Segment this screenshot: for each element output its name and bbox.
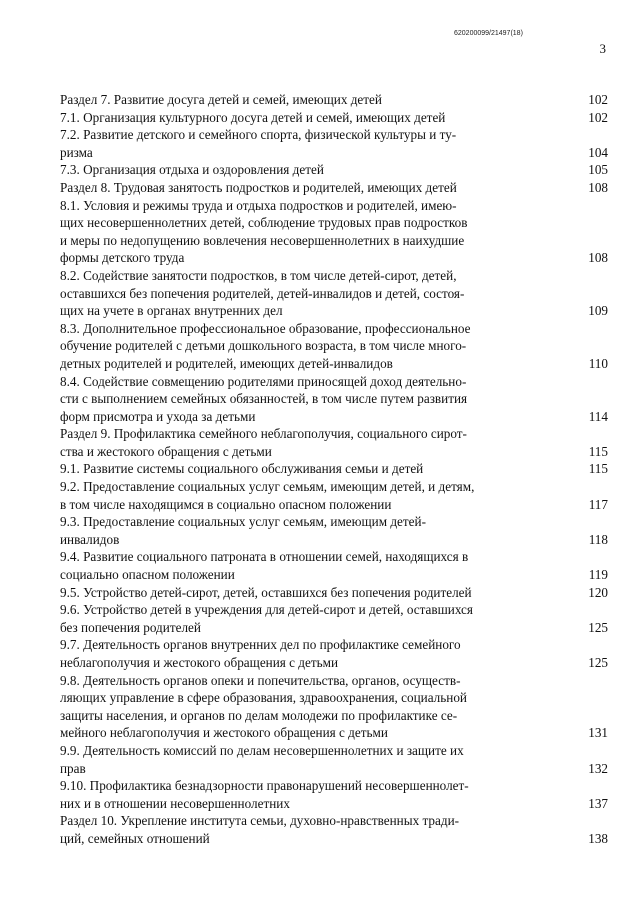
document-code: 620200099/21497(18) <box>454 30 523 37</box>
toc-entry <box>60 672 608 742</box>
toc-entry-line: 9.1. Развитие системы социального обслуживания семьи и детей <box>60 461 424 477</box>
toc-entry-line: Раздел 8. Трудовая занятость подростков и родителей, имеющих детей <box>60 179 457 195</box>
toc-entry-page: 110 <box>588 355 608 371</box>
toc-entry-line: ляющих управление в сфере образования, здравоохранения, социальной <box>60 690 467 706</box>
toc-entry <box>60 812 608 847</box>
toc-entry-title <box>60 672 542 742</box>
table-of-contents <box>60 91 608 848</box>
toc-entry-line: в том числе находящимся в социально опасном положении <box>60 496 392 512</box>
toc-entry <box>60 267 608 320</box>
toc-entry <box>60 513 608 548</box>
toc-entry <box>60 320 608 373</box>
toc-entry-line: них и в отношении несовершеннолетних <box>60 795 290 811</box>
toc-entry-line: социально опасном положении <box>60 567 235 583</box>
toc-entry-page: 132 <box>588 760 608 776</box>
toc-entry-line: 8.4. Содействие совмещению родителями приносящей доход деятельно- <box>60 373 467 389</box>
toc-entry-title <box>60 197 542 267</box>
toc-entry-line: 9.9. Деятельность комиссий по делам несовершеннолетних и защите их <box>60 742 464 758</box>
toc-entry-line: 7.2. Развитие детского и семейного спорта, физической культуры и ту- <box>60 127 457 143</box>
toc-entry-line: ций, семейных отношений <box>60 830 210 846</box>
toc-entry-line: 8.1. Условия и режимы труда и отдыха подростков и родителей, имею- <box>60 197 457 213</box>
toc-entry-title <box>60 320 542 373</box>
toc-entry <box>60 460 608 478</box>
toc-entry-title <box>60 425 542 460</box>
toc-entry <box>60 777 608 812</box>
toc-entry-page: 125 <box>588 619 608 635</box>
toc-entry-title <box>60 161 542 179</box>
page-number: 3 <box>599 41 606 56</box>
toc-entry <box>60 109 608 127</box>
toc-entry <box>60 373 608 426</box>
toc-entry-line: 9.6. Устройство детей в учреждения для детей-сирот и детей, оставшихся <box>60 602 473 618</box>
toc-entry-line: мейного неблагополучия и жестокого обращения с детьми <box>60 725 388 741</box>
toc-entry-title <box>60 373 542 426</box>
toc-entry <box>60 636 608 671</box>
toc-entry-line: защиты населения, и органов по делам молодежи по профилактике се- <box>60 707 458 723</box>
toc-entry-page: 108 <box>588 179 608 195</box>
toc-entry-line: 9.4. Развитие социального патроната в отношении семей, находящихся в <box>60 549 469 565</box>
toc-entry-title <box>60 267 542 320</box>
toc-entry <box>60 425 608 460</box>
toc-entry-line: обучение родителей с детьми дошкольного возраста, в том числе много- <box>60 338 467 354</box>
toc-entry-line: 8.2. Содействие занятости подростков, в том числе детей-сирот, детей, <box>60 267 457 283</box>
toc-entry-line: Раздел 7. Развитие досуга детей и семей, имеющих детей <box>60 92 382 107</box>
toc-entry-page: 119 <box>588 567 608 583</box>
toc-entry-line: щих на учете в органах внутренних дел <box>60 303 283 319</box>
toc-entry-line: 9.5. Устройство детей-сирот, детей, оставшихся без попечения родителей <box>60 584 472 600</box>
toc-entry <box>60 161 608 179</box>
toc-entry <box>60 126 608 161</box>
toc-entry-title <box>60 548 542 583</box>
toc-entry-line: ризма <box>60 144 93 160</box>
toc-entry-line: формы детского труда <box>60 250 185 266</box>
toc-entry-line: ства и жестокого обращения с детьми <box>60 443 272 459</box>
toc-entry-page: 114 <box>588 408 608 424</box>
toc-entry-page: 104 <box>588 144 608 160</box>
toc-entry-line: Раздел 10. Укрепление института семьи, духовно-нравственных тради- <box>60 813 460 829</box>
toc-entry-title <box>60 126 542 161</box>
toc-entry-line: 9.8. Деятельность органов опеки и попечительства, органов, осуществ- <box>60 672 461 688</box>
toc-entry-line: оставшихся без попечения родителей, детей-инвалидов и детей, состоя- <box>60 285 465 301</box>
toc-entry-title <box>60 179 542 197</box>
toc-entry-page: 137 <box>588 795 608 811</box>
toc-entry-line: 7.1. Организация культурного досуга детей и семей, имеющих детей <box>60 109 446 125</box>
toc-entry-line: 9.7. Деятельность органов внутренних дел по профилактике семейного <box>60 637 461 653</box>
toc-entry-page: 115 <box>588 443 608 459</box>
toc-entry-page: 105 <box>588 162 608 178</box>
toc-entry-line: инвалидов <box>60 531 120 547</box>
toc-entry-page: 102 <box>588 109 608 125</box>
toc-entry <box>60 91 608 109</box>
toc-entry-title <box>60 601 542 636</box>
toc-entry <box>60 742 608 777</box>
toc-entry-line: форм присмотра и ухода за детьми <box>60 408 256 424</box>
toc-entry-title <box>60 742 542 777</box>
toc-entry-line: 9.10. Профилактика безнадзорности правонарушений несовершеннолет- <box>60 778 469 794</box>
toc-entry-line: Раздел 9. Профилактика семейного неблагополучия, социального сирот- <box>60 426 467 442</box>
toc-entry-page: 109 <box>588 303 608 319</box>
toc-entry-page: 131 <box>588 725 608 741</box>
toc-entry-title <box>60 812 542 847</box>
toc-entry-title <box>60 478 542 513</box>
toc-entry-page: 120 <box>588 584 608 600</box>
toc-entry-title <box>60 460 542 478</box>
toc-entry-page: 125 <box>588 655 608 670</box>
toc-entry-title <box>60 636 542 671</box>
toc-entry-line: неблагополучия и жестокого обращения с детьми <box>60 655 339 670</box>
toc-entry-line: без попечения родителей <box>60 619 201 635</box>
toc-entry-page: 102 <box>588 92 608 107</box>
toc-entry <box>60 601 608 636</box>
toc-entry-title <box>60 91 542 109</box>
toc-entry-title <box>60 513 542 548</box>
toc-entry-page: 108 <box>588 250 608 266</box>
toc-entry <box>60 478 608 513</box>
toc-entry-line: 9.3. Предоставление социальных услуг семьям, имеющим детей- <box>60 514 426 530</box>
toc-entry <box>60 179 608 197</box>
toc-entry-line: и меры по недопущению вовлечения несовершеннолетних в наихудшие <box>60 232 465 248</box>
toc-entry-line: сти с выполнением семейных обязанностей, в том числе путем развития <box>60 391 468 407</box>
toc-entry-title <box>60 584 542 602</box>
toc-entry-line: щих несовершеннолетних детей, соблюдение трудовых прав подростков <box>60 215 468 231</box>
toc-entry-line: 7.3. Организация отдыха и оздоровления детей <box>60 162 324 178</box>
toc-entry-line: прав <box>60 760 86 776</box>
toc-entry <box>60 584 608 602</box>
toc-entry <box>60 197 608 267</box>
toc-entry-page: 118 <box>588 531 608 547</box>
toc-entry-line: детных родителей и родителей, имеющих детей-инвалидов <box>60 355 393 371</box>
toc-entry <box>60 548 608 583</box>
toc-entry-title <box>60 109 542 127</box>
toc-entry-line: 9.2. Предоставление социальных услуг семьям, имеющим детей, и детям, <box>60 479 475 495</box>
toc-entry-line: 8.3. Дополнительное профессиональное образование, профессиональное <box>60 320 471 336</box>
toc-entry-page: 115 <box>588 461 608 477</box>
toc-entry-page: 117 <box>588 496 608 512</box>
toc-entry-page: 138 <box>588 830 608 846</box>
toc-entry-title <box>60 777 542 812</box>
